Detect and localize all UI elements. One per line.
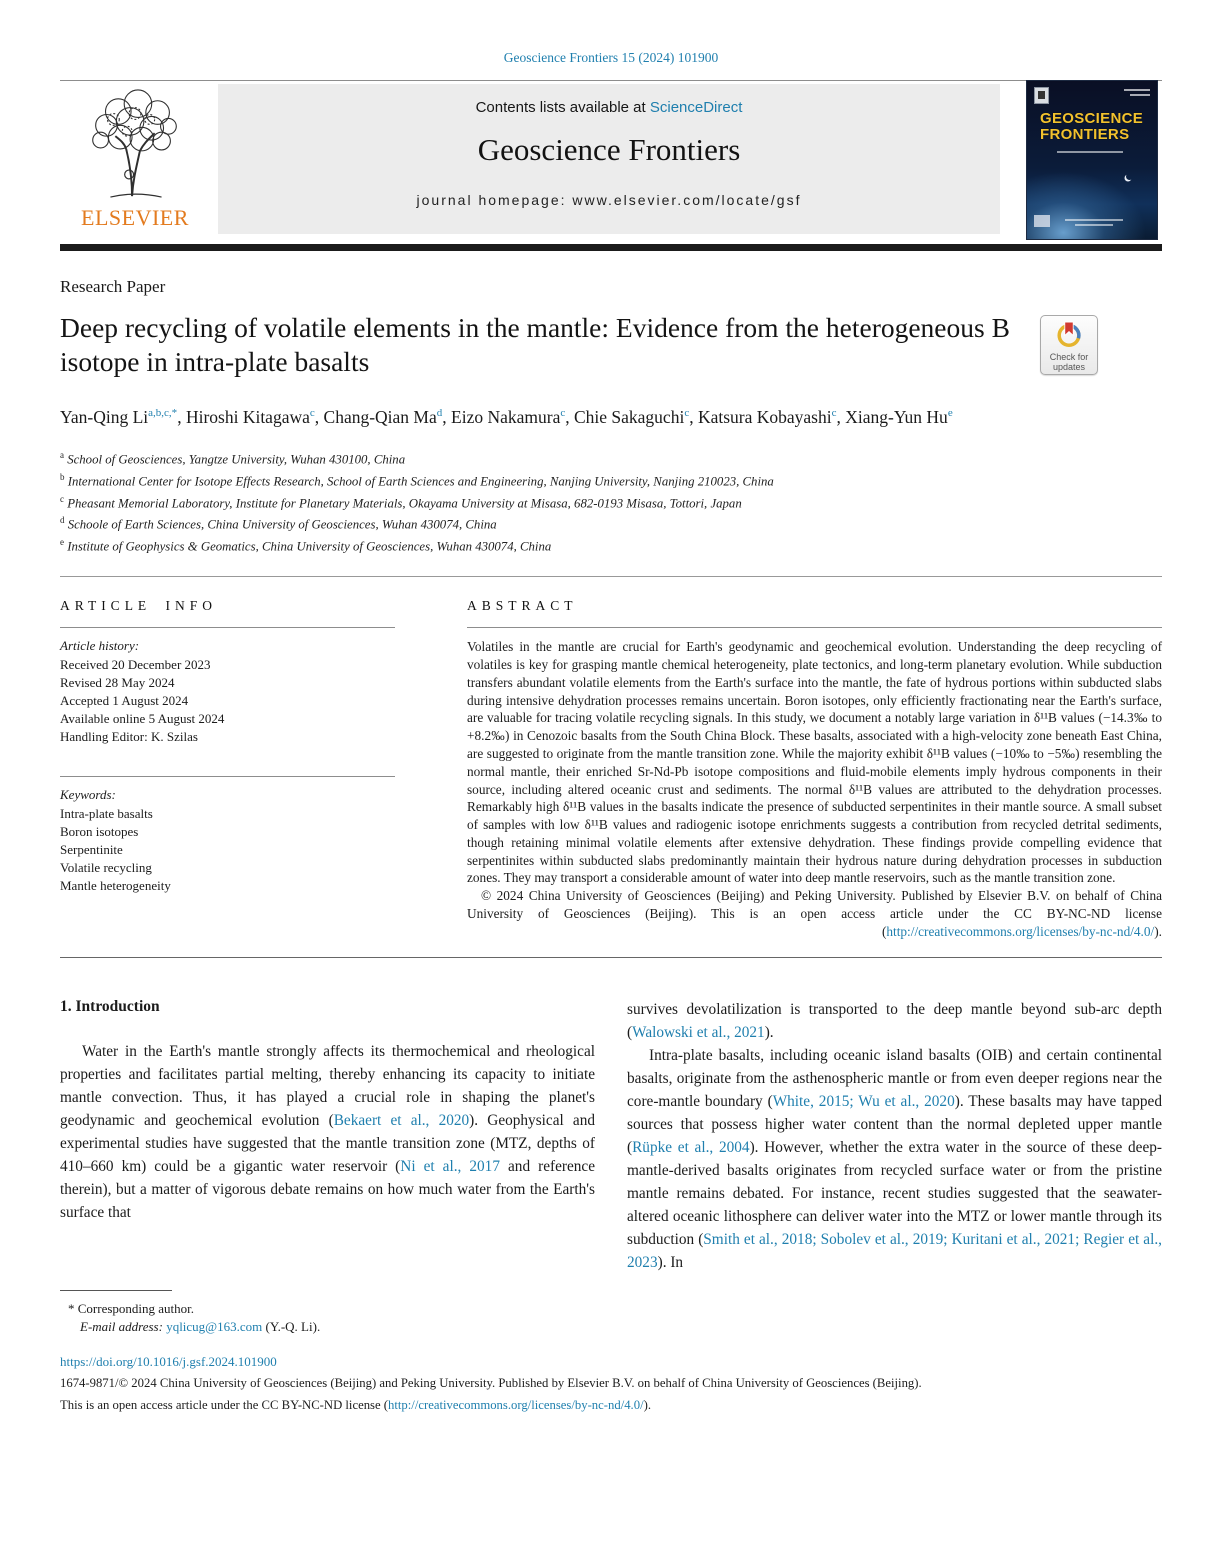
author-sup[interactable]: d (436, 407, 443, 419)
intro-paragraph (627, 1044, 1162, 1274)
keyword: Volatile recycling (60, 860, 152, 876)
license-line: This is an open access article under the CC BY-NC-ND license (http://creativecommons.org/licenses/by-nc-nd/4.0/). (60, 1397, 652, 1412)
journal-banner (218, 84, 1000, 234)
author-sup[interactable]: a,b,c,* (148, 407, 178, 419)
history-item: Revised 28 May 2024 (60, 675, 175, 691)
corresponding-author-footnote (60, 1290, 595, 1336)
email-suffix: (Y.-Q. Li). (262, 1318, 321, 1334)
body-divider (60, 957, 1162, 958)
elsevier-wordmark: ELSEVIER (81, 205, 189, 230)
keywords-label: Keywords: (60, 787, 116, 803)
intro-paragraph (60, 1040, 595, 1224)
affiliation: $^b$ International Center for Isotope Effects Research, School of Earth Sciences and Engineering, Nanjing University, Nanjing 210023, China (60, 471, 774, 488)
affiliation: $^d$ Schoole of Earth Sciences, China University of Geosciences, Wuhan 430074, China (60, 515, 497, 532)
author: Yan-Qing Li (60, 406, 149, 427)
bookmark-icon (1065, 322, 1073, 335)
check-updates-label: Check for updates (1049, 352, 1089, 372)
contents-prefix: Contents lists available at (475, 99, 650, 116)
introduction-section (60, 998, 1162, 1336)
contents-line (218, 84, 1000, 116)
text-segment: ). However, whether the extra water in the source of these deep-mantle-derived basalts originates from recycled surface water or from the pristine mantle remains debated. For instance, recent studies suggested that the seawater-altered oceanic lithosphere can deliver water into the MTZ or lower mantle through its subduction ( (627, 1138, 1162, 1248)
email-link[interactable]: yqlicug@163.com (166, 1318, 263, 1334)
copyright-line: 1674-9871/© 2024 China University of Geosciences (Beijing) and Peking University. Published by Elsevier B.V. on behalf of China University of Geosciences (Beijing). (60, 1375, 922, 1390)
doi-link[interactable]: https://doi.org/10.1016/j.gsf.2024.101900 (60, 1353, 277, 1369)
left-column (60, 998, 595, 1336)
history-item: Received 20 December 2023 (60, 657, 211, 673)
text-segment: ). In (657, 1253, 684, 1271)
check-updates-icon (1055, 320, 1083, 348)
info-abstract-section (60, 598, 1162, 941)
author-sup[interactable]: c (309, 407, 315, 419)
article-title: Deep recycling of volatile elements in the mantle: Evidence from the heterogeneous B isotope in intra-plate basalts (60, 312, 1010, 377)
journal-cover-thumbnail (1026, 80, 1158, 240)
cover-impact-box (1034, 215, 1050, 227)
journal-masthead (60, 84, 1162, 236)
citation-link[interactable]: Ni et al., 2017 (400, 1157, 500, 1175)
keyword: Mantle heterogeneity (60, 878, 171, 894)
author-sup[interactable]: c (831, 407, 837, 419)
email-line (60, 1318, 595, 1336)
author-sup[interactable]: c (684, 407, 690, 419)
history-item: Accepted 1 August 2024 (60, 693, 189, 709)
history-item: Handling Editor: K. Szilas (60, 729, 198, 745)
elsevier-logo (60, 86, 210, 236)
email-label: E-mail address: (80, 1318, 163, 1334)
article-citation[interactable]: Geoscience Frontiers 15 (2024) 101900 (503, 50, 719, 65)
article-info-rule (60, 627, 395, 628)
affiliation: $^c$ Pheasant Memorial Laboratory, Institute for Planetary Materials, Okayama University at Misasa, 682-0193 Misasa, Tottori, Japan (60, 493, 742, 510)
cover-journal-title: GEOSCIENCE FRONTIERS (1040, 110, 1144, 143)
author: , Chie Sakaguchi (565, 406, 685, 427)
cover-issn-bar (1124, 89, 1150, 91)
abstract-text: Volatiles in the mantle are crucial for Earth's geodynamic and geochemical evolution. Understanding the deep recycling of volatiles is key for grasping mantle chemical heterogeneity, plate tectonics, and long-term planetary evolution. While subduction transfers abundant volatile elements from the Earth's surface into the mantle, the fate of hydrous portions within subducted slabs during intensive dehydration processes remains uncertain. Boron isotopes, only efficiently fractionating near the Earth's surface, are valuable for tracing volatile recycling signals. In this study, we document a notably large variation in δ¹¹B values (−14.3‰ to +8.2‰) in Cenozoic basalts from the South China Block. These basalts, associated with a high-velocity zone beneath East China, are suggested to originate from the mantle transition zone. While the majority exhibit δ¹¹B values (−10‰ to −5‰) resembling the normal mantle, their enriched Sr-Nd-Pb isotope compositions and fluid-mobile elements imply hydrous components in their source, including altered oceanic crust and sediments. The normal δ¹¹B values are attributed to the dehydration processes. Remarkably high δ¹¹B values in the basalts indicate the presence of subducted serpentinites in their mantle source. A small subset of samples with low δ¹¹B values and radiogenic isotope enrichments suggests a contribution from recycled detrital sediments, though retaining minimal volatile elements after extensive dehydration. These findings provide compelling evidence that serpentinites within subducted slabs predominantly maintain their hydrous nature during dehydration processes in subduction zones. They may transport a considerable amount of water into deep mantle reservoirs, such as the mantle transition zone. (467, 639, 1162, 886)
text-segment: survives devolatilization is transported to the deep mantle beyond sub-arc depth ( (627, 1000, 1162, 1041)
author: , Eizo Nakamura (442, 406, 561, 427)
license-link[interactable]: http://creativecommons.org/licenses/by-nc-nd/4.0/ (886, 923, 1155, 939)
right-column (627, 998, 1162, 1336)
elsevier-tree-icon (76, 86, 194, 202)
intro-paragraph (627, 998, 1162, 1044)
masthead-black-bar (60, 244, 1162, 251)
citation-link[interactable]: Bekaert et al., 2020 (333, 1111, 470, 1129)
sciencedirect-link[interactable]: ScienceDirect (649, 99, 743, 116)
article-category: Research Paper (60, 277, 166, 296)
article-info-heading: ARTICLE INFO (60, 598, 218, 614)
abstract-column (467, 598, 1162, 941)
citation-link[interactable]: White, 2015; Wu et al., 2020 (772, 1092, 955, 1110)
cover-volume-bar (1057, 151, 1123, 153)
citation-link[interactable]: Rüpke et al., 2004 (632, 1138, 750, 1156)
check-for-updates-badge[interactable] (1040, 315, 1098, 375)
abstract-heading: ABSTRACT (467, 598, 578, 614)
author: , Xiang-Yun Hu (836, 406, 948, 427)
article-info-column (60, 598, 395, 941)
abstract-rule (467, 627, 1162, 628)
citation-link[interactable]: Walowski et al., 2021 (632, 1023, 765, 1041)
keyword: Boron isotopes (60, 824, 139, 840)
header-divider (60, 80, 1162, 81)
text-segment: and reference therein), but a matter of vigorous debate remains on how much water from the Earth's surface that (60, 1157, 595, 1221)
affiliation: $^a$ School of Geosciences, Yangtze University, Wuhan 430100, China (60, 449, 406, 467)
author-list (60, 401, 1070, 430)
text-segment: ). Geophysical and experimental studies have suggested that the mantle transition zone (MTZ, depths of 410–660 km) could be a gigantic water reservoir ( (60, 1111, 595, 1175)
text-segment: Intra-plate basalts, including oceanic island basalts (OIB) and certain continental basalts, originate from the asthenospheric mantle or from even deeper regions near the core-mantle boundary ( (627, 1046, 1162, 1110)
cover-publisher-logo (1034, 87, 1049, 104)
citation-link[interactable]: Smith et al., 2018; Sobolev et al., 2019; Kuritani et al., 2021; Regier et al., 2023 (627, 1230, 1162, 1271)
cover-footer-bar2 (1075, 224, 1113, 226)
text-segment: ). (764, 1023, 774, 1041)
corresponding-note: * Corresponding author. (68, 1300, 195, 1316)
keyword: Serpentinite (60, 842, 123, 858)
keyword: Intra-plate basalts (60, 806, 153, 822)
author: , Chang-Qian Ma (314, 406, 437, 427)
affiliation: $^e$ Institute of Geophysics & Geomatics, China University of Geosciences, Wuhan 430074, China (60, 537, 552, 554)
page-footer (60, 1354, 1162, 1414)
cover-issn-bar2 (1130, 94, 1150, 96)
text-segment: Water in the Earth's mantle strongly affects its thermochemical and rheological properties and facilitates partial melting, thereby enhancing its capacity to initiate mantle convection. Thus, it has played a crucial role in shaping the planet's geodynamic and geochemical evolution ( (60, 1042, 595, 1129)
author: , Hiroshi Kitagawa (177, 406, 310, 427)
journal-title: Geoscience Frontiers (477, 132, 741, 167)
cover-moon-crescent (1126, 173, 1133, 180)
author-sup[interactable]: c (560, 407, 566, 419)
history-item: Available online 5 August 2024 (60, 711, 225, 727)
license-link-footer[interactable]: http://creativecommons.org/licenses/by-nc-nd/4.0/ (388, 1397, 644, 1412)
history-label: Article history: (60, 638, 140, 654)
abstract-copyright: © 2024 China University of Geosciences (Beijing) and Peking University. Published by Elsevier B.V. on behalf of China University of Geosciences (Beijing). This is an open access article under the CC BY-NC-ND license (http://creativecommons.org/licenses/by-nc-nd/4.0/). (467, 888, 1162, 939)
author: , Katsura Kobayashi (689, 406, 832, 427)
author-sup[interactable]: e (947, 407, 953, 419)
affiliation-list (60, 447, 1162, 556)
cover-footer-bar (1065, 219, 1123, 221)
title-row (60, 311, 1162, 379)
keywords-rule (60, 776, 395, 777)
journal-homepage-link[interactable]: journal homepage: www.elsevier.com/locate/gsf (416, 192, 802, 208)
footnote-rule (60, 1290, 172, 1291)
text-segment: ). These basalts may have tapped sources that possess higher water content than the normal depleted upper mantle ( (627, 1092, 1162, 1156)
section-divider (60, 576, 1162, 577)
section-heading: 1. Introduction (60, 997, 160, 1015)
